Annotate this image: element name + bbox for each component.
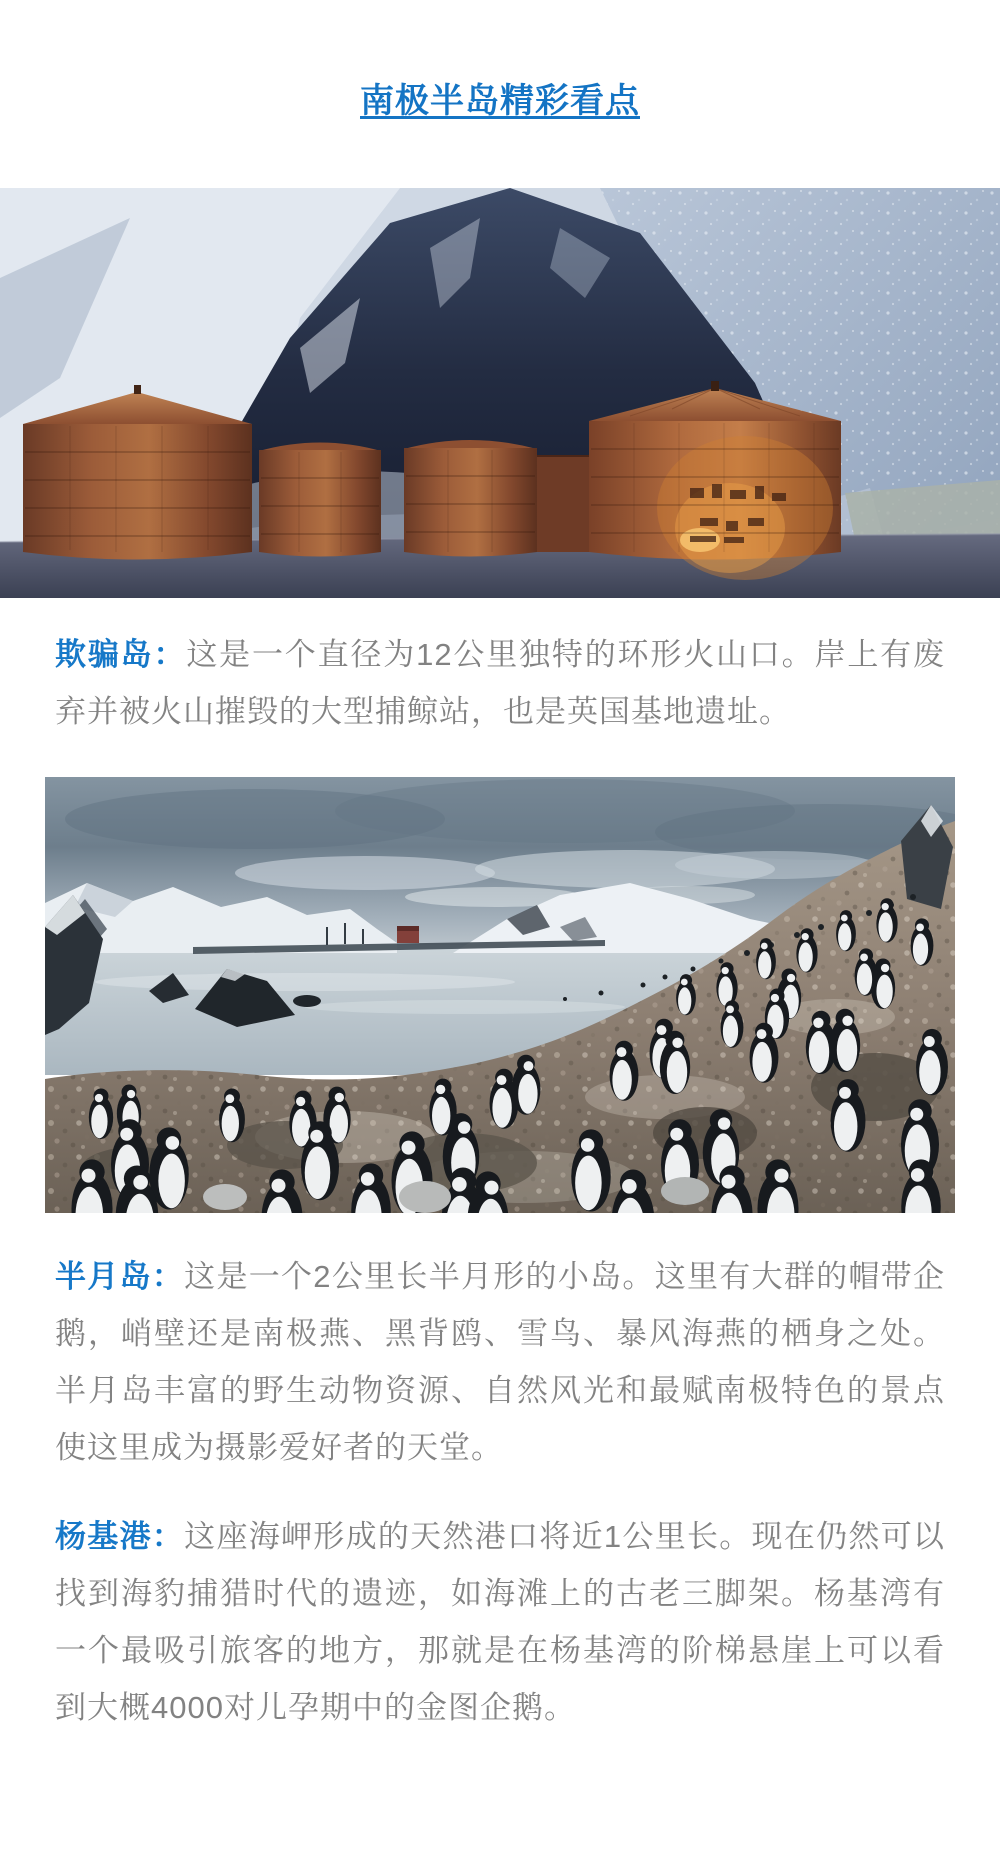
half-moon-island-penguin-colony-photo [45,777,955,1213]
deception-island-whaling-tanks-photo [0,188,1000,598]
page-title-text[interactable]: 南极半岛精彩看点 [360,82,640,120]
article-page [0,78,1000,1856]
section-deception-island [55,626,945,740]
half-moon-island-scene [45,777,955,1213]
section-yankee-harbour [55,1508,945,1736]
section-half-moon-island [55,1248,945,1476]
page-title [0,78,1000,125]
deception-island-scene [0,188,1000,598]
half-moon-island-description: 这是一个2公里长半月形的小岛。这里有大群的帽带企鹅，峭壁还是南极燕、黑背鸥、雪鸟、暴风海燕的栖身之处。半月岛丰富的野生动物资源、自然风光和最赋南极特色的景点使这里成为摄影爱好者的天堂。 [55,1259,945,1465]
yankee-harbour-description: 这座海岬形成的天然港口将近1公里长。现在仍然可以找到海豹捕猎时代的遗迹，如海滩上的古老三脚架。杨基湾有一个最吸引旅客的地方，那就是在杨基湾的阶梯悬崖上可以看到大概4000对儿孕期中的金图企鹅。 [55,1519,945,1725]
deception-island-label: 欺骗岛： [55,637,187,672]
deception-island-description: 这是一个直径为12公里独特的环形火山口。岸上有废弃并被火山摧毁的大型捕鲸站，也是英国基地遗址。 [55,637,945,729]
yankee-harbour-label: 杨基港： [55,1519,185,1554]
half-moon-island-label: 半月岛： [55,1259,185,1294]
